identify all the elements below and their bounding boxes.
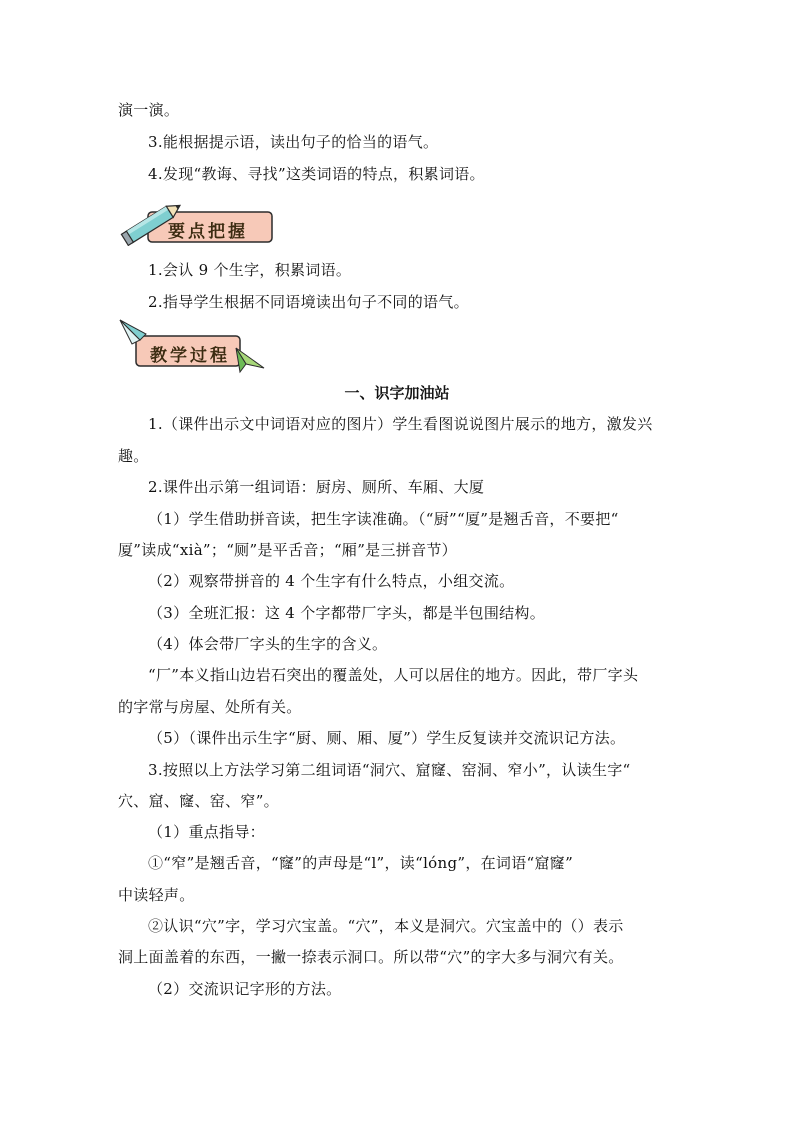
paragraph-line: ①“窄”是翘舌音，“窿”的声母是“l”，读“lóng”，在词语“窟窿” xyxy=(148,854,574,872)
paragraph-line: 洞上面盖着的东西，一撇一捺表示洞口。所以带“穴”的字大多与洞穴有关。 xyxy=(118,948,624,966)
paragraph-line: （2）观察带拼音的 4 个生字有什么特点，小组交流。 xyxy=(148,572,515,590)
paragraph-line: “厂”本义指山边岩石突出的覆盖处，人可以居住的地方。因此，带厂字头 xyxy=(148,666,639,684)
paragraph-line: 1.（课件出示文中词语对应的图片）学生看图说说图片展示的地方，激发兴 xyxy=(148,415,653,433)
paragraph-line: 3.按照以上方法学习第二组词语“洞穴、窟窿、窑洞、窄小”，认读生字“ xyxy=(148,761,631,779)
paragraph-line: （2）交流识记字形的方法。 xyxy=(148,980,342,998)
paragraph-line: 的字常与房屋、处所有关。 xyxy=(118,698,302,716)
paragraph-line: （5）（课件出示生字“厨、厕、厢、厦”）学生反复读并交流识记方法。 xyxy=(148,729,626,747)
text-line: 演一演。 xyxy=(118,101,180,119)
paragraph-line: （3）全班汇报：这 4 个字都带厂字头，都是半包围结构。 xyxy=(148,604,546,622)
paragraph-line: 趣。 xyxy=(118,447,149,465)
key-points-label: 要点把握 xyxy=(168,222,248,242)
paragraph-line: 厦”读成“xià”；“厕”是平舌音；“厢”是三拼音节） xyxy=(118,541,457,559)
key-point-1: 1.会认 9 个生字，积累词语。 xyxy=(148,261,352,279)
teaching-process-label: 教学过程 xyxy=(150,346,230,366)
key-points-badge xyxy=(118,200,278,246)
teaching-process-badge xyxy=(118,318,268,374)
paragraph-line: 穴、窟、窿、窑、窄”。 xyxy=(118,792,279,810)
key-point-2: 2.指导学生根据不同语境读出句子不同的语气。 xyxy=(148,293,469,311)
paragraph-line: 中读轻声。 xyxy=(118,886,195,904)
paragraph-line: （4）体会带厂字头的生字的含义。 xyxy=(148,635,388,653)
objective-3: 3.能根据提示语，读出句子的恰当的语气。 xyxy=(148,133,439,151)
paragraph-line: （1）重点指导： xyxy=(148,823,265,841)
paragraph-line: （1）学生借助拼音读，把生字读准确。（“厨”“厦”是翘舌音，不要把“ xyxy=(148,510,619,528)
paragraph-line: 2.课件出示第一组词语：厨房、厕所、车厢、大厦 xyxy=(148,478,485,496)
objective-4: 4.发现“教诲、寻找”这类词语的特点，积累词语。 xyxy=(148,165,485,183)
section-heading: 一、识字加油站 xyxy=(344,384,450,402)
paragraph-line: ②认识“穴”字，学习穴宝盖。“穴”，本义是洞穴。穴宝盖中的（）表示 xyxy=(148,917,624,935)
